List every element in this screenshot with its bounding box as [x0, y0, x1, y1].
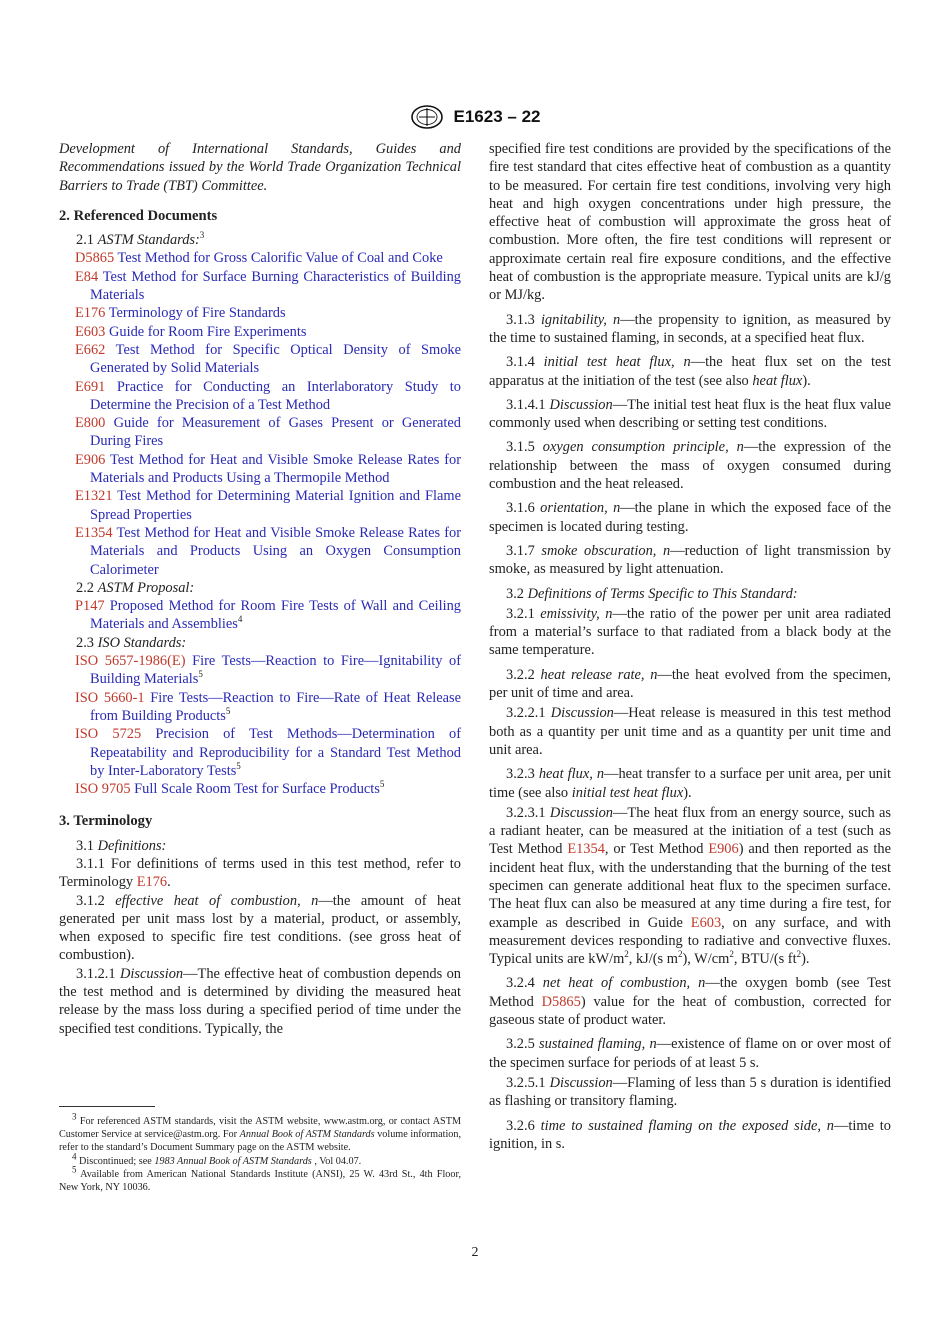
ref-item[interactable]: E84 Test Method for Surface Burning Characteristics of Building Materials: [75, 268, 461, 304]
subsection-3-2: 3.2 Definitions of Terms Specific to This Standard:: [506, 585, 798, 602]
ref-item[interactable]: ISO 9705 Full Scale Room Test for Surface Products$^5$: [75, 779, 385, 798]
paragraph-3-2-3-1: 3.2.3.1 Discussion—The heat flux from an energy source, such as a radiant heater, can be measured at the initiation of a test (such as Test Method E1354, or Test Method E906) and then reported as the incident heat flux, with the understanding that the burning of the test specimen can generate additional heat flux to the specimen surface. The heat flux can also be measured at any time during a fire test, for example as described in Guide E603, on any surface, and with measurement devices responding to radiative and convective fluxes. Typical units are $kW/m^2$, kJ/(s $m^2$), $W/cm^2$, BTU/(s $ft^2$).: [489, 804, 891, 968]
paragraph-3-1-2: 3.1.2 effective heat of combustion, n—the amount of heat generated per unit mass lost by a material, product, or assembly, when exposed to specific fire test conditions. (see gross heat of combustion).: [59, 892, 461, 964]
ref-item[interactable]: E1354 Test Method for Heat and Visible Smoke Release Rates for Materials and Products Using an Oxygen Consumption Calorimeter: [75, 524, 461, 578]
section-3-heading: 3. Terminology: [59, 813, 153, 830]
paragraph-3-1-4-1: 3.1.4.1 Discussion—The initial test heat flux is the heat flux value commonly used when describing or setting test conditions.: [489, 396, 892, 432]
paragraph-3-1-3: 3.1.3 ignitability, n—the propensity to ignition, as measured by the time to sustained flaming, in seconds, at a specified heat flux.: [489, 311, 891, 346]
left-column: [59, 140, 461, 1044]
ref-item[interactable]: E603 Guide for Room Fire Experiments: [75, 323, 307, 340]
footnote-3: $^3$ For referenced ASTM standards, visit the ASTM website, www.astm.org, or contact ASTM Customer Service at service@astm.org. For Annual Book of ASTM Standards volume information, refer to the standard’s Document Summary page on the ASTM website.: [59, 1111, 462, 1154]
ref-item[interactable]: E800 Guide for Measurement of Gases Present or Generated During Fires: [75, 415, 461, 450]
link-e176[interactable]: E176: [136, 874, 168, 891]
page-header: [0, 104, 950, 130]
ref-item[interactable]: E662 Test Method for Specific Optical Density of Smoke Generated by Solid Materials: [75, 341, 461, 377]
paragraph-3-1-7: 3.1.7 smoke obscuration, n—reduction of light transmission by smoke, as measured by light attenuation.: [489, 542, 891, 578]
astm-standards-list: [59, 249, 461, 578]
subsection-2-1: 2.1 ASTM Standards:$^3$: [76, 230, 205, 249]
link-e603[interactable]: E603: [690, 914, 722, 931]
astm-logo-icon: [410, 104, 444, 130]
right-column: [489, 140, 891, 1159]
link-e906[interactable]: E906: [708, 841, 739, 858]
section-2-heading: 2. Referenced Documents: [59, 207, 218, 224]
paragraph-3-1-2-1: 3.1.2.1 Discussion—The effective heat of combustion depends on the test method and is determined by dividing the measured heat release by the mass loss during a specified period of time under the specified test conditions. Typically, the: [59, 965, 461, 1037]
paragraph-3-2-4: 3.2.4 net heat of combustion, n—the oxygen bomb (see Test Method D5865) value for the heat of combustion, corrected for gaseous state of product water.: [489, 975, 891, 1029]
page-number: 2: [471, 1245, 479, 1260]
paragraph-continued: specified fire test conditions are provided by the specifications of the fire test standard that cites effective heat of combustion as a quantity to be measured. For certain fire test conditions, involving very high heat and high oxygen concentrations under high pressure, the effective heat of combustion will approximate the gross heat of combustion. More often, the fire test conditions will represent or approximate certain real fire exposure conditions, and the effective heat of combustion is the appropriate measure. Typical units are kJ/g or MJ/kg.: [489, 141, 891, 304]
intro-text: Development of International Standards, Guides and Recommendations issued by the World Trade Organization Technical Barriers to Trade (TBT) Committee.: [59, 141, 461, 194]
footnotes: [59, 1106, 461, 1194]
subsection-3-1: 3.1 Definitions:: [76, 837, 167, 854]
paragraph-3-2-5: 3.2.5 sustained flaming, n—existence of flame on or over most of the specimen surface for periods of at least 5 s.: [489, 1036, 892, 1071]
subsection-2-2: 2.2 ASTM Proposal:: [76, 579, 195, 596]
ref-item[interactable]: ISO 5657-1986(E) Fire Tests—Reaction to Fire—Ignitability of Building Materials$^5$: [75, 653, 461, 688]
paragraph-3-2-2: 3.2.2 heat release rate, n—the heat evolved from the specimen, per unit of time and area.: [489, 666, 891, 702]
subsection-2-3: 2.3 ISO Standards:: [76, 634, 187, 651]
document-id: E1623 – 22: [453, 107, 541, 126]
paragraph-3-1-4: 3.1.4 initial test heat flux, n—the heat flux set on the test apparatus at the initiation of the test (see also heat flux).: [489, 354, 891, 389]
ref-item[interactable]: ISO 5725 Precision of Test Methods—Determination of Repeatability and Reproducibility for a Standard Test Method by Inter-Laboratory Tests$^5$: [75, 726, 461, 779]
paragraph-3-2-1: 3.2.1 emissivity, n—the ratio of the power per unit area radiated from a material’s surface to that radiated from a black body at the same temperature.: [489, 605, 891, 659]
footnote-4: $^4$ Discontinued; see 1983 Annual Book of ASTM Standards , Vol 04.07.: [72, 1151, 362, 1167]
ref-item[interactable]: D5865 Test Method for Gross Calorific Value of Coal and Coke: [75, 250, 443, 267]
paragraph-3-1-5: 3.1.5 oxygen consumption principle, n—the expression of the relationship between the mass of oxygen consumed during combustion and the heat released.: [489, 439, 891, 493]
paragraph-3-1-6: 3.1.6 orientation, n—the plane in which the exposed face of the specimen is located during testing.: [489, 500, 891, 535]
iso-standards-list: [59, 652, 461, 798]
ref-item[interactable]: E691 Practice for Conducting an Interlaboratory Study to Determine the Precision of a Test Method: [75, 378, 461, 413]
footnote-divider: [59, 1106, 155, 1107]
ref-item[interactable]: P147 Proposed Method for Room Fire Tests of Wall and Ceiling Materials and Assemblies$^4$: [75, 598, 461, 633]
link-d5865[interactable]: D5865: [541, 993, 581, 1010]
footnote-5: $^5$ Available from American National Standards Institute (ANSI), 25 W. 43rd St., 4th Floor, New York, NY 10036.: [59, 1164, 461, 1194]
paragraph-3-2-3: 3.2.3 heat flux, n—heat transfer to a surface per unit area, per unit time (see also initial test heat flux).: [489, 766, 891, 801]
ref-item[interactable]: ISO 5660-1 Fire Tests—Reaction to Fire—Rate of Heat Release from Building Products$^5$: [75, 689, 461, 724]
paragraph-3-2-2-1: 3.2.2.1 Discussion—Heat release is measured in this test method both as a quantity per unit time and as a quantity per unit time and unit area.: [489, 705, 891, 758]
ref-item[interactable]: E1321 Test Method for Determining Material Ignition and Flame Spread Properties: [75, 488, 461, 523]
paragraph-3-1-1: 3.1.1 For definitions of terms used in this test method, refer to Terminology E176.: [59, 855, 461, 891]
link-e1354[interactable]: E1354: [567, 841, 605, 858]
ref-item[interactable]: E906 Test Method for Heat and Visible Smoke Release Rates for Materials and Products Using a Thermopile Method: [75, 451, 461, 487]
paragraph-3-2-6: 3.2.6 time to sustained flaming on the exposed side, n—time to ignition, in s.: [489, 1117, 891, 1152]
paragraph-3-2-5-1: 3.2.5.1 Discussion—Flaming of less than 5 s duration is identified as flashing or transitory flaming.: [489, 1074, 891, 1110]
ref-item[interactable]: E176 Terminology of Fire Standards: [75, 305, 286, 322]
